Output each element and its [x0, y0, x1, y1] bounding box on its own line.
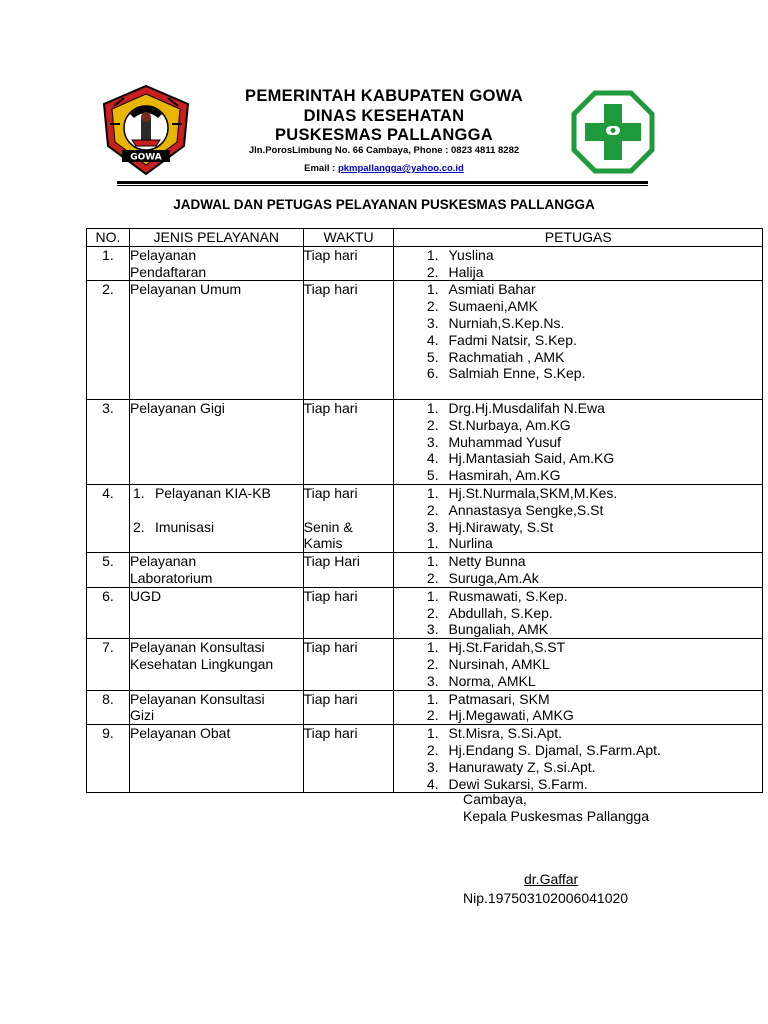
- gowa-regency-emblem: [100, 84, 192, 176]
- service-time: Tiap Hari: [303, 553, 394, 588]
- staff-item: 1. Hj.St.Faridah,S.ST: [442, 639, 762, 656]
- staff-item: 3. Muhammad Yusuf: [442, 434, 762, 451]
- staff-item: 4. Dewi Sukarsi, S.Farm.: [442, 776, 762, 793]
- header-address: Jln.PorosLimbung No. 66 Cambaya, Phone : 0823 4811 8282: [248, 145, 520, 156]
- sub-number: 1.: [132, 484, 145, 501]
- header-email-line: [200, 163, 568, 174]
- staff-list: [394, 246, 763, 281]
- staff-list: [394, 553, 763, 588]
- staff-item: 3. Hj.Nirawaty, S.St: [442, 519, 762, 536]
- header-service: JENIS PELAYANAN: [129, 229, 303, 247]
- staff-item: 2. Suruga,Am.Ak: [442, 570, 762, 587]
- signatory-name: dr.Gaffar: [524, 871, 579, 887]
- staff-item: 2. Annastasya Sengke,S.St: [442, 502, 762, 519]
- sub-number: 2.: [132, 518, 145, 535]
- schedule-table: [86, 228, 763, 793]
- table-row: [87, 399, 763, 484]
- service-name: Pelayanan Umum: [129, 281, 303, 400]
- staff-item: 3. Hanurawaty Z, S.si.Apt.: [442, 759, 762, 776]
- staff-item: 2. Hj.Megawati, AMKG: [442, 707, 762, 724]
- staff-item: 1. Nurlina: [442, 535, 762, 552]
- staff-item: 6. Salmiah Enne, S.Kep.: [442, 365, 762, 382]
- row-number: 7.: [87, 639, 130, 690]
- staff-item: 2. Nursinah, AMKL: [442, 656, 762, 673]
- service-time: Tiap hari: [303, 639, 394, 690]
- table-row: [87, 690, 763, 725]
- service-name: Pelayanan Laboratorium: [129, 553, 303, 588]
- row-number: 5.: [87, 553, 130, 588]
- staff-item: 1. Patmasari, SKM: [442, 691, 762, 708]
- service-time: Tiap hari: [303, 690, 394, 725]
- row-number: 9.: [87, 725, 130, 793]
- puskesmas-cross-logo: [571, 90, 655, 174]
- staff-list: [394, 587, 763, 638]
- table-row: [87, 725, 763, 793]
- row-number: 3.: [87, 399, 130, 484]
- staff-list: [394, 725, 763, 793]
- document-title: JADWAL DAN PETUGAS PELAYANAN PUSKESMAS PALLANGGA: [173, 197, 595, 212]
- staff-item: 1. St.Misra, S.Si.Apt.: [442, 725, 762, 742]
- staff-item: 3. Norma, AMKL: [442, 673, 762, 690]
- table-row: [87, 484, 763, 552]
- header-government: PEMERINTAH KABUPATEN GOWA: [245, 87, 523, 105]
- table-row: [87, 246, 763, 281]
- service-name: Pelayanan Pendaftaran: [129, 246, 303, 281]
- staff-list: [394, 399, 763, 484]
- service-time: Tiap hari: [303, 399, 394, 484]
- staff-item: 2. Halija: [442, 264, 762, 281]
- signatory-nip: Nip.197503102006041020: [463, 890, 629, 906]
- table-header-row: [87, 229, 763, 247]
- signature-position: Kepala Puskesmas Pallangga: [463, 808, 650, 824]
- row-number: 8.: [87, 690, 130, 725]
- service-name: Pelayanan Konsultasi Gizi: [129, 690, 303, 725]
- table-row: [87, 639, 763, 690]
- staff-item: 2. Abdullah, S.Kep.: [442, 605, 762, 622]
- header-staff: PETUGAS: [394, 229, 763, 247]
- staff-item: 4. Hj.Mantasiah Said, Am.KG: [442, 450, 762, 467]
- staff-item: 1. Drg.Hj.Musdalifah N.Ewa: [442, 400, 762, 417]
- sub-service: Pelayanan KIA-KB: [154, 484, 271, 501]
- service-name: UGD: [129, 587, 303, 638]
- table-row: [87, 553, 763, 588]
- row-number: 1.: [87, 246, 130, 281]
- staff-item: 1. Yuslina: [442, 247, 762, 264]
- service-time: Tiap hari Senin & Kamis: [303, 484, 394, 552]
- service-time: Tiap hari: [303, 246, 394, 281]
- header-institution: PUSKESMAS PALLANGGA: [274, 126, 494, 144]
- staff-item: 1. Rusmawati, S.Kep.: [442, 588, 762, 605]
- row-number: 4.: [87, 484, 130, 552]
- emblem-label: GOWA: [130, 152, 162, 163]
- header-department: DINAS KESEHATAN: [303, 107, 465, 125]
- staff-item: 1. Netty Bunna: [442, 553, 762, 570]
- staff-list: [394, 484, 763, 552]
- staff-item: 3. Nurniah,S.Kep.Ns.: [442, 315, 762, 332]
- staff-list: [394, 281, 763, 400]
- email-label: Email :: [304, 163, 338, 174]
- table-row: [87, 281, 763, 400]
- service-name: [129, 484, 303, 552]
- service-time: Tiap hari: [303, 587, 394, 638]
- header-time: WAKTU: [303, 229, 394, 247]
- service-time: Tiap hari: [303, 725, 394, 793]
- staff-item: 1. Asmiati Bahar: [442, 281, 762, 298]
- staff-item: 5. Hasmirah, Am.KG: [442, 467, 762, 484]
- row-number: 6.: [87, 587, 130, 638]
- table-row: [87, 587, 763, 638]
- staff-item: 2. St.Nurbaya, Am.KG: [442, 417, 762, 434]
- service-name: Pelayanan Konsultasi Kesehatan Lingkungan: [129, 639, 303, 690]
- header-rule-thin: [117, 185, 648, 186]
- service-name: Pelayanan Gigi: [129, 399, 303, 484]
- sub-service: Imunisasi: [154, 518, 215, 535]
- staff-item: 3. Bungaliah, AMK: [442, 621, 762, 638]
- header-no: NO.: [87, 229, 130, 247]
- header-rule-thick: [117, 181, 648, 184]
- row-number: 2.: [87, 281, 130, 400]
- service-time: Tiap hari: [303, 281, 394, 400]
- signature-place: Cambaya,: [463, 791, 527, 807]
- staff-item: 5. Rachmatiah , AMK: [442, 349, 762, 366]
- staff-list: [394, 690, 763, 725]
- staff-item: 1. Hj.St.Nurmala,SKM,M.Kes.: [442, 485, 762, 502]
- service-name: Pelayanan Obat: [129, 725, 303, 793]
- staff-item: 4. Fadmi Natsir, S.Kep.: [442, 332, 762, 349]
- email-link[interactable]: pkmpallangga@yahoo.co.id: [337, 163, 464, 174]
- staff-item: 2. Hj.Endang S. Djamal, S.Farm.Apt.: [442, 742, 762, 759]
- staff-list: [394, 639, 763, 690]
- staff-item: 2. Sumaeni,AMK: [442, 298, 762, 315]
